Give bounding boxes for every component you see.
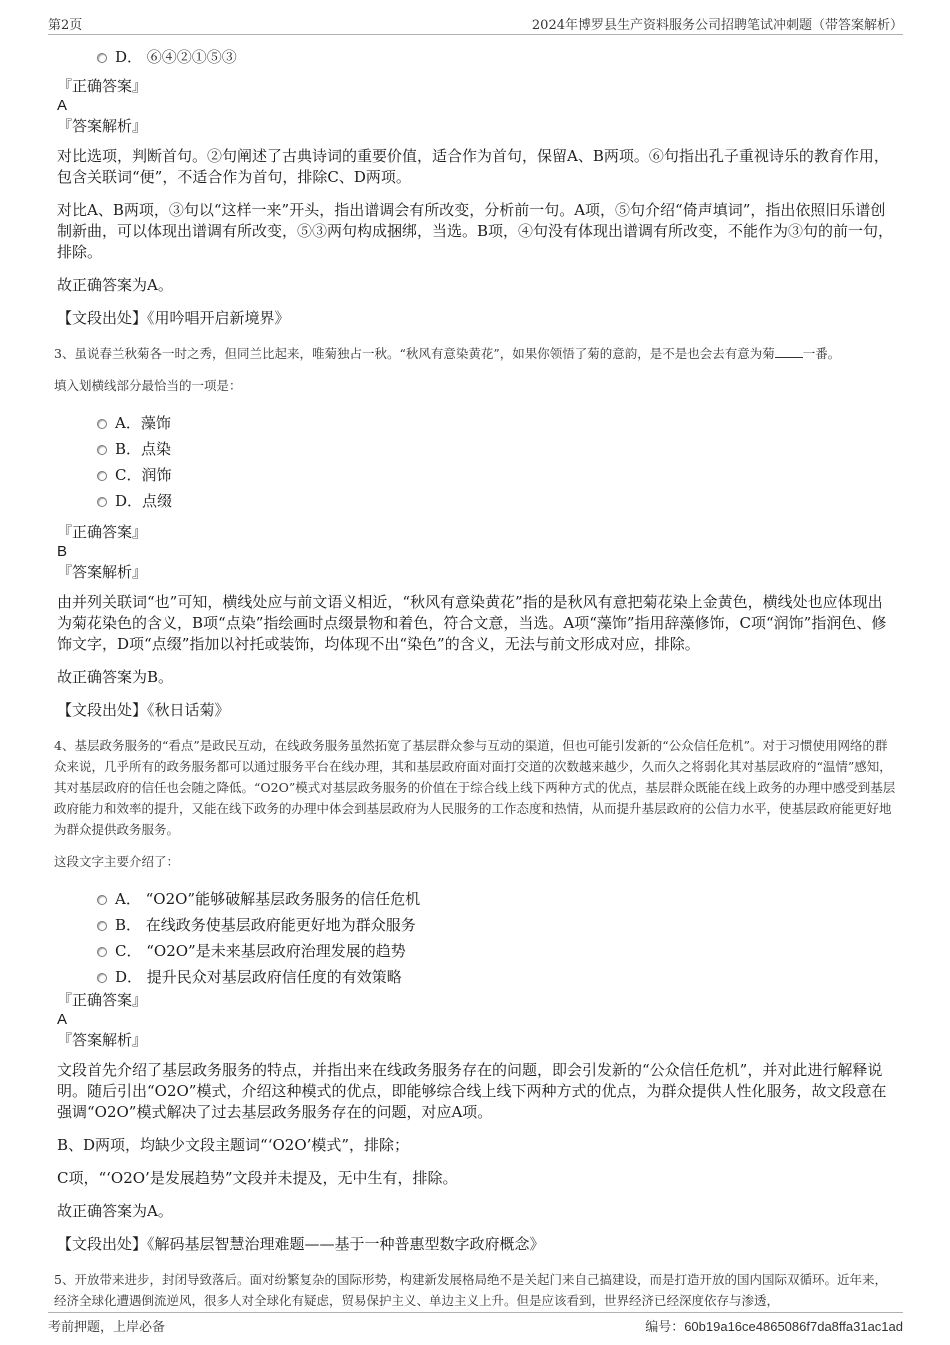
analysis-conclusion: 故正确答案为A。 (57, 1202, 173, 1220)
analysis-paragraph: C项，“‘O2O’是发展趋势”文段并未提及，无中生有，排除。 (57, 1169, 458, 1187)
q4-option-a[interactable] (57, 886, 897, 912)
analysis-label: 『答案解析』 (57, 563, 148, 581)
q4-options (57, 886, 897, 990)
analysis-paragraph: 由并列关联词“也”可知，横线处应与前文语义相近，“秋风有意染黄花”指的是秋风有意把菊花染上金黄色，横线处也应体现出为菊花染色的含义，B项“点染”指绘画时点缀景物和着色，符合文意，当选。A项“藻饰”指用辞藻修饰，C项“润饰”指润色、修饰文字，D项“点缀”指加以衬托或装饰，均体现不出“染色”的含义，无法与前文形成对应，排除。 (57, 593, 887, 653)
page-number: 第2页 (48, 18, 83, 33)
option-label: D． 提升民众对基层政府信任度的有效策略 (115, 968, 402, 986)
analysis-paragraph: 文段首先介绍了基层政务服务的特点，并指出来在线政务服务存在的问题，即会引发新的“公众信任危机”，并对此进行解释说明。随后引出“O2O”模式，介绍这种模式的优点，即能够综合线上线下两种方式的优点，为群众提供人性化服务，故文段意在强调“O2O”模式解决了过去基层政务服务存在的问题，对应A项。 (57, 1061, 887, 1121)
radio-icon[interactable] (97, 921, 107, 931)
stem-text: 一番。 (802, 346, 841, 361)
q3-option-d[interactable] (57, 488, 897, 514)
option-label: C． “O2O”是未来基层政府治理发展的趋势 (115, 942, 406, 960)
q3-option-c[interactable] (57, 462, 897, 488)
analysis-paragraph: 对比A、B两项，③句以“这样一来”开头，指出谱调会有所改变，分析前一句。A项，⑤句介绍“倚声填词”，指出依照旧乐谱创制新曲，可以体现出谱调有所改变，⑤③两句构成捆绑，当选。B项，④句没有体现出谱调有所改变，不能作为③句的前一句，排除。 (57, 201, 894, 261)
option-label: B． 在线政务使基层政府能更好地为群众服务 (115, 916, 416, 934)
source-citation: 【文段出处】《解码基层智慧治理难题——基于一种普惠型数字政府概念》 (57, 1235, 545, 1253)
radio-icon[interactable] (97, 53, 107, 63)
analysis-paragraph: 对比选项，判断首句。②句阐述了古典诗词的重要价值，适合作为首句，保留A、B两项。⑥句指出孔子重视诗乐的教育作用，包含关联词“便”，不适合作为首句，排除C、D两项。 (57, 147, 889, 186)
document-id: 编号：60b19a16ce4865086f7da8ffa31ac1ad (645, 1319, 903, 1334)
option-label: D．点缀 (115, 492, 173, 510)
analysis-label: 『答案解析』 (57, 117, 148, 135)
question-stem: 5、开放带来进步，封闭导致落后。面对纷繁复杂的国际形势，构建新发展格局绝不是关起门来自己搞建设，而是打造开放的国内国际双循环。近年来，经济全球化遭遇倒流逆风，很多人对全球化有疑虑，贸易保护主义、单边主义上升。但是应该看到，世界经济已经深度依存与渗透， (54, 1272, 887, 1308)
radio-icon[interactable] (97, 895, 107, 905)
correct-answer-value: A (57, 1011, 68, 1028)
page-content (54, 44, 897, 1311)
question-prompt: 这段文字主要介绍了： (54, 854, 180, 869)
q4-option-b[interactable] (57, 912, 897, 938)
option-label: A． “O2O”能够破解基层政务服务的信任危机 (115, 890, 421, 908)
correct-answer-label: 『正确答案』 (57, 523, 148, 541)
stem-text: 3、虽说春兰秋菊各一时之秀，但同兰比起来，唯菊独占一秋。“秋风有意染黄花”，如果你领悟了菊的意韵，是不是也会去有意为菊 (54, 346, 775, 361)
q4-option-c[interactable] (57, 938, 897, 964)
q4-option-d[interactable] (57, 964, 897, 990)
question-stem (54, 343, 897, 364)
question-prompt: 填入划横线部分最恰当的一项是： (54, 378, 242, 393)
option-label: A．藻饰 (115, 414, 171, 432)
document-title: 2024年博罗县生产资料服务公司招聘笔试冲刺题（带答案解析） (531, 18, 903, 33)
radio-icon[interactable] (97, 947, 107, 957)
footer-slogan: 考前押题，上岸必备 (48, 1320, 166, 1335)
radio-icon[interactable] (97, 419, 107, 429)
radio-icon[interactable] (97, 497, 107, 507)
radio-icon[interactable] (97, 973, 107, 983)
source-citation: 【文段出处】《用吟唱开启新境界》 (57, 309, 290, 327)
option-label: B．点染 (115, 440, 172, 458)
q3-option-b[interactable] (57, 436, 897, 462)
analysis-conclusion: 故正确答案为B。 (57, 668, 174, 686)
fill-blank (775, 345, 803, 358)
analysis-conclusion: 故正确答案为A。 (57, 276, 173, 294)
correct-answer-value: B (57, 543, 68, 560)
q3-option-a[interactable] (57, 410, 897, 436)
analysis-label: 『答案解析』 (57, 1031, 148, 1049)
page-header (48, 12, 903, 35)
source-citation: 【文段出处】《秋日话菊》 (57, 701, 230, 719)
page-footer (48, 1312, 903, 1337)
option-label: D． ⑥④②①⑤③ (115, 48, 237, 66)
radio-icon[interactable] (97, 471, 107, 481)
correct-answer-label: 『正确答案』 (57, 77, 148, 95)
q2-option-d[interactable] (57, 44, 897, 70)
q3-options (57, 410, 897, 514)
question-stem: 4、基层政务服务的“看点”是政民互动，在线政务服务虽然拓宽了基层群众参与互动的渠道，但也可能引发新的“公众信任危机”。对于习惯使用网络的群众来说，几乎所有的政务服务都可以通过服务平台在线办理，其和基层政府面对面打交道的次数越来越少，久而久之将弱化其对基层政府的“温情”感知，其对基层政府的信任也会随之降低。“O2O”模式对基层政务服务的价值在于综合线上线下两种方式的优点，基层群众既能在线上政务的办理中感受到基层政府能力和效率的提升，又能在线下政务的办理中体会到基层政府为人民服务的工作态度和热情，从而提升基层政府的公信力水平，使基层政府能更好地为群众提供政务服务。 (54, 738, 896, 837)
option-label: C．润饰 (115, 466, 172, 484)
radio-icon[interactable] (97, 445, 107, 455)
correct-answer-label: 『正确答案』 (57, 991, 148, 1009)
analysis-paragraph: B、D两项，均缺少文段主题词“‘O2O’模式”，排除； (57, 1136, 410, 1154)
correct-answer-value: A (57, 97, 68, 114)
